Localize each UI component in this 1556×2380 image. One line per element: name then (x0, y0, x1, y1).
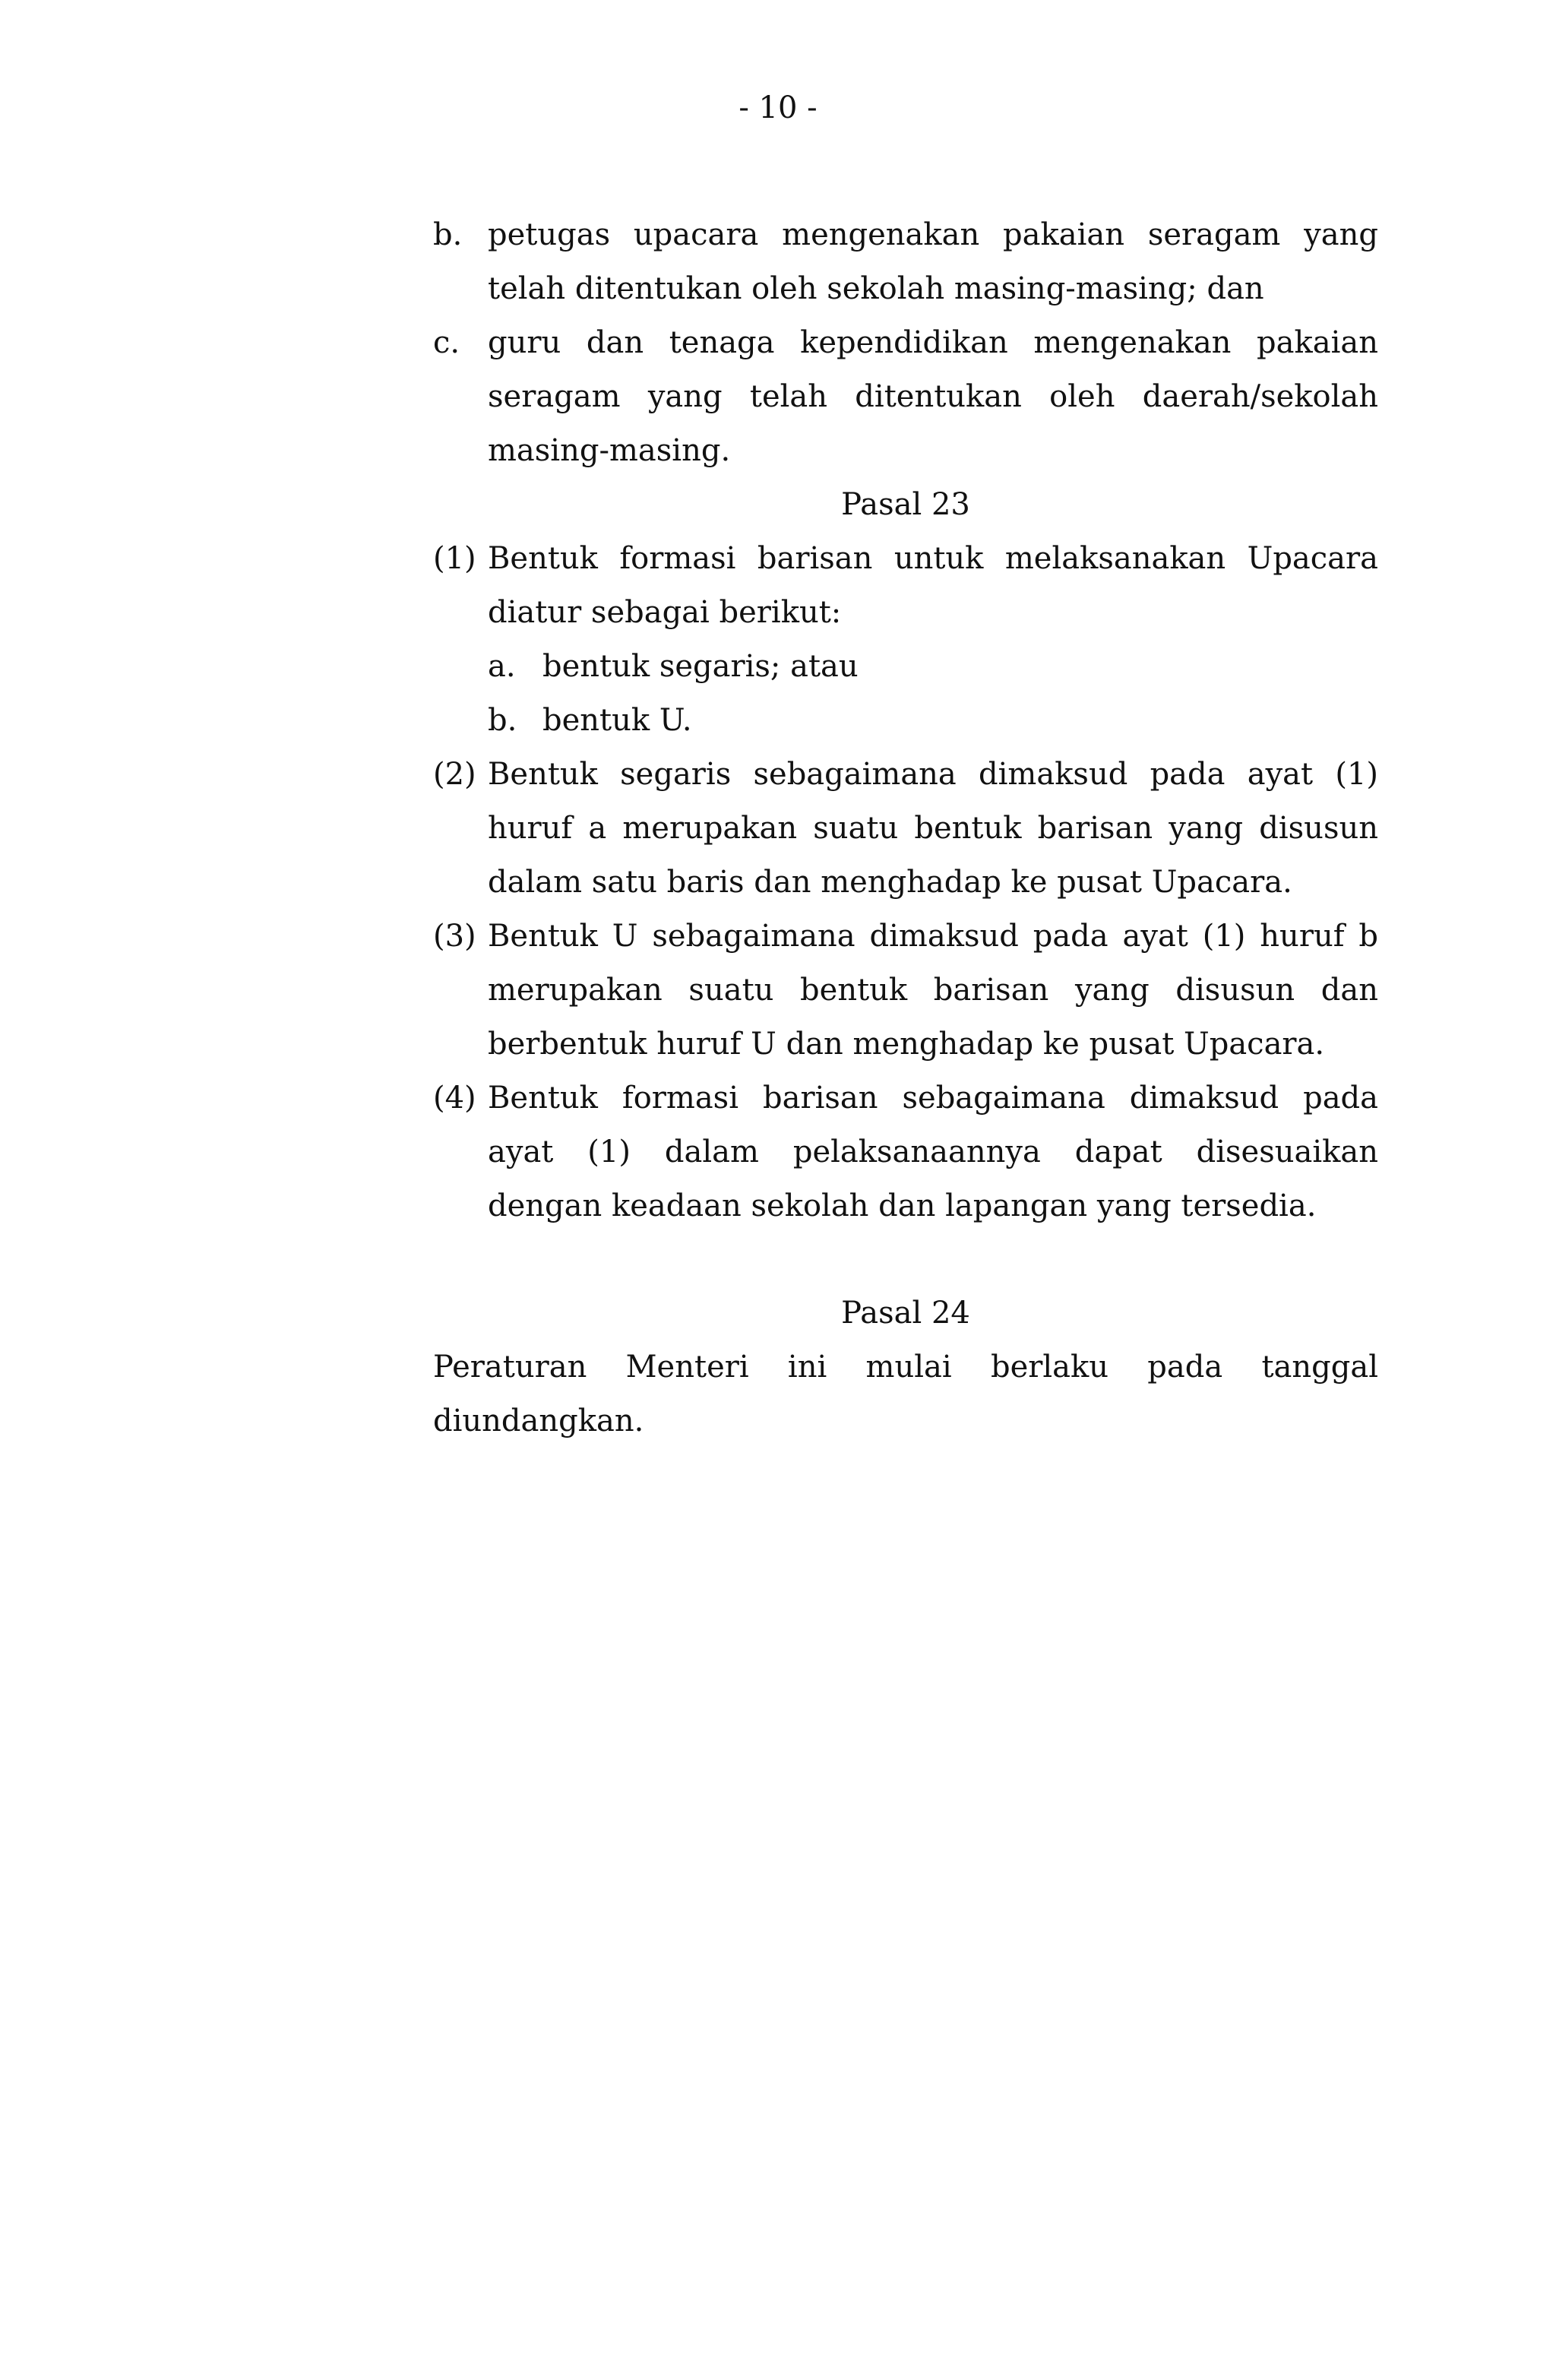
sub-item-a (488, 640, 1378, 694)
ayat-text: Bentuk formasi barisan untuk melaksanakan Upacara diatur sebagai berikut: (488, 541, 1378, 630)
pasal-24-heading: Pasal 24 (841, 1296, 970, 1331)
ayat-marker: (3) (433, 919, 476, 954)
ayat-text: Bentuk U sebagaimana dimaksud pada ayat (1) huruf b merupakan suatu bentuk barisan yang disusun dan berbentuk huruf U dan menghadap ke pusat Upacara. (488, 919, 1378, 1062)
sub-item-text: bentuk segaris; atau (542, 649, 859, 684)
pasal-23-heading: Pasal 23 (841, 487, 970, 522)
sub-item-text: bentuk U. (542, 703, 692, 738)
ayat-marker: (4) (433, 1081, 476, 1116)
ayat-marker: (2) (433, 757, 476, 792)
ayat-4 (433, 1071, 1378, 1233)
sub-item-b (488, 694, 1378, 748)
ayat-3 (433, 910, 1378, 1071)
list-item-b (433, 208, 1378, 316)
ayat-content (488, 532, 1378, 748)
list-item-c (433, 316, 1378, 478)
document-body (433, 208, 1378, 1448)
ayat-text: Bentuk segaris sebagaimana dimaksud pada ayat (1) huruf a merupakan suatu bentuk barisan yang disusun dalam satu baris dan menghadap ke pusat Upacara. (488, 757, 1378, 900)
ayat-text: Bentuk formasi barisan sebagaimana dimaksud pada ayat (1) dalam pelaksanaannya dapat disesuaikan dengan keadaan sekolah dan lapangan yang tersedia. (488, 1081, 1378, 1223)
page-number: - 10 - (738, 90, 818, 125)
section-gap (433, 1233, 1378, 1287)
list-marker: c. (433, 325, 460, 360)
list-item-text: guru dan tenaga kependidikan mengenakan pakaian seragam yang telah ditentukan oleh daerah/sekolah masing-masing. (488, 325, 1378, 468)
ayat-marker: (1) (433, 541, 476, 576)
sub-marker: a. (488, 649, 516, 684)
sub-marker: b. (488, 703, 517, 738)
ayat-2 (433, 748, 1378, 910)
ayat-1 (433, 532, 1378, 748)
list-marker: b. (433, 217, 463, 252)
pasal-24-text: Peraturan Menteri ini mulai berlaku pada tanggal diundangkan. (433, 1350, 1378, 1438)
list-item-text: petugas upacara mengenakan pakaian seragam yang telah ditentukan oleh sekolah masing-masing; dan (488, 217, 1378, 306)
